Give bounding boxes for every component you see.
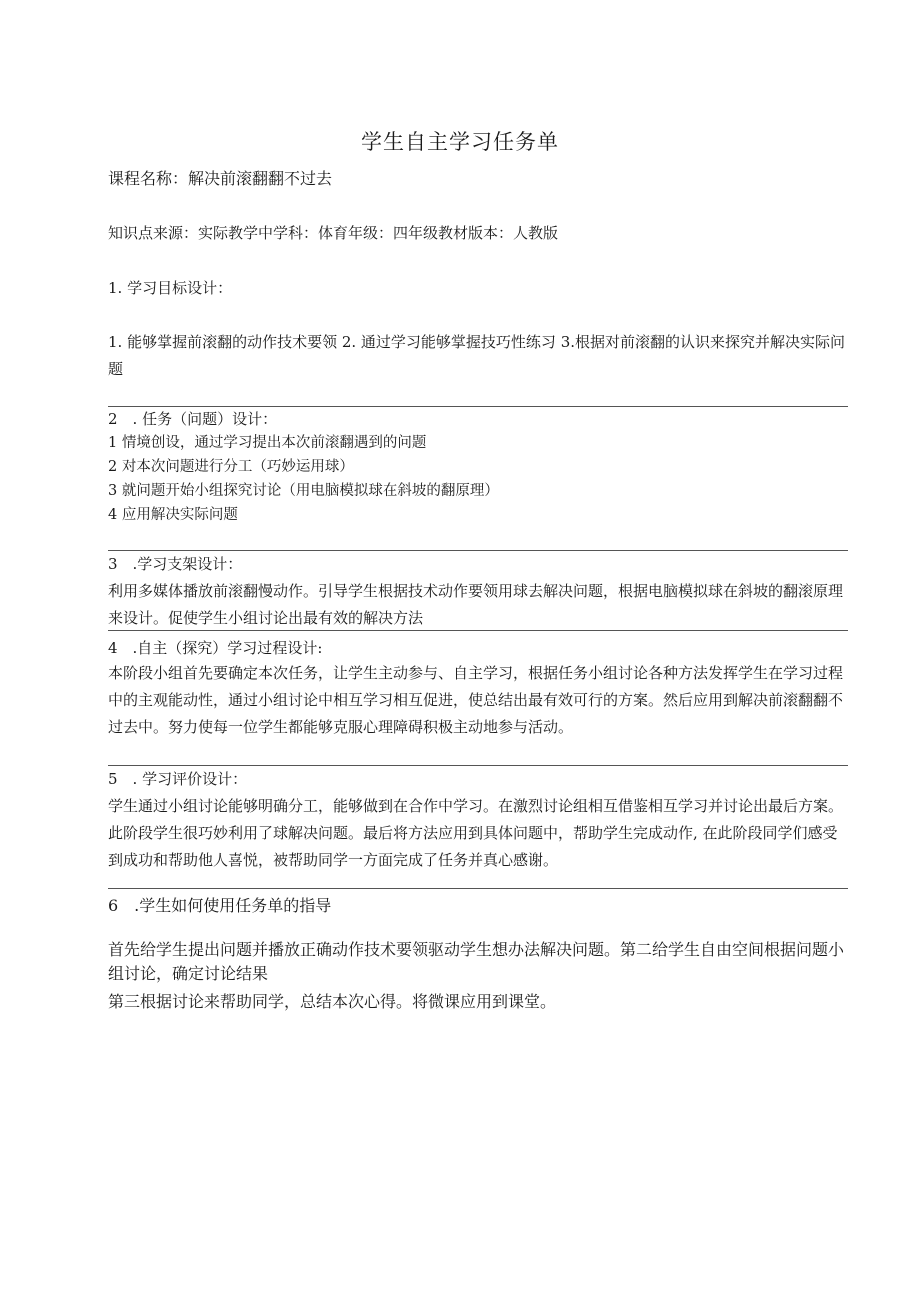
section-divider	[108, 630, 848, 631]
section4-body: 本阶段小组首先要确定本次任务，让学生主动参与、自主学习，根据任务小组讨论各种方法发挥学生在学习过程中的主观能动性，通过小组讨论中相互学习相互促进，使总结出最有效可行的方案。然后应用到解决前滚翻翻不过去中。努力使每一位学生都能够克服心理障碍积极主动地参与活动。	[108, 664, 844, 736]
section1-heading: 1. 学习目标设计：	[108, 279, 233, 297]
knowledge-source-line: 知识点来源：实际教学中学科：体育年级：四年级教材版本：人教版	[108, 224, 559, 242]
section6-body-line2: 第三根据讨论来帮助同学，总结本次心得。将微课应用到课堂。	[108, 992, 557, 1011]
course-name-line: 课程名称：解决前滚翻翻不过去	[108, 169, 333, 188]
document-title: 学生自主学习任务单	[361, 130, 559, 154]
list-item: 3 就问题开始小组探究讨论（用电脑模拟球在斜坡的翻原理）	[108, 483, 499, 499]
section-divider	[108, 406, 848, 407]
section5-heading: 5 . 学习评价设计：	[108, 770, 248, 788]
section-divider	[108, 765, 848, 766]
section3-heading: 3 .学习支架设计：	[108, 555, 243, 573]
list-item: 1 情境创设，通过学习提出本次前滚翻遇到的问题	[108, 435, 427, 451]
list-item: 4 应用解决实际问题	[108, 507, 238, 523]
list-item: 2 对本次问题进行分工（巧妙运用球）	[108, 459, 354, 475]
section-divider	[108, 888, 848, 889]
section2-heading: 2 . 任务（问题）设计：	[108, 410, 278, 428]
section6-heading: 6 .学生如何使用任务单的指导	[108, 896, 332, 915]
section6-body-line1: 首先给学生提出问题并播放正确动作技术要领驱动学生想办法解决问题。第二给学生自由空间根据问题小组讨论，确定讨论结果	[108, 940, 845, 983]
section-divider	[108, 550, 848, 551]
section3-body: 利用多媒体播放前滚翻慢动作。引导学生根据技术动作要领用球去解决问题，根据电脑模拟球在斜坡的翻滚原理来设计。促使学生小组讨论出最有效的解决方法	[108, 582, 844, 627]
section5-body: 学生通过小组讨论能够明确分工，能够做到在合作中学习。在激烈讨论组相互借鉴相互学习并讨论出最后方案。此阶段学生很巧妙利用了球解决问题。最后将方法应用到具体问题中，帮助学生完成动作, 在此阶段同学们感受到成功和帮助他人喜悦，被帮助同学一方面完成了任务并真心感谢。	[108, 797, 844, 869]
section2-task-list	[108, 431, 499, 527]
section4-heading: 4 .自主（探究）学习过程设计:	[108, 639, 323, 657]
section1-body: 1. 能够掌握前滚翻的动作技术要领 2. 通过学习能够掌握技巧性练习 3.根据对前滚翻的认识来探究并解决实际问题	[108, 333, 846, 378]
